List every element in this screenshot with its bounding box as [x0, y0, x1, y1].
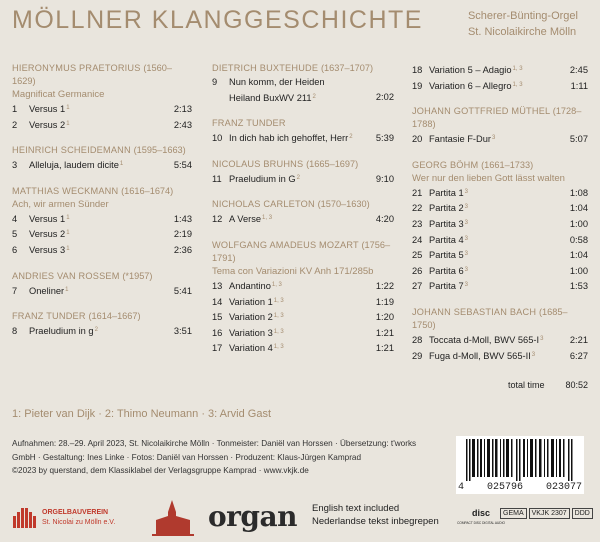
work-title: Tema con Variazioni KV Anh 171/285b [212, 265, 374, 277]
composer-name: NICHOLAS CARLETON (1570–1630) [212, 199, 370, 210]
subtitle-church: St. Nicolaikirche Mölln [467, 26, 577, 38]
ddd-code: DDD [572, 508, 593, 519]
barcode-number: 4 025796 023077 [458, 482, 582, 493]
tracklist-column-2 [212, 62, 394, 368]
tracklist-column-1 [12, 62, 192, 351]
track-row: 16 Variation 3$^{1, 3}$ 1:21 [212, 327, 394, 338]
track-row: 3 Alleluja, laudem dicite$^1$ 5:54 [12, 160, 192, 171]
track-row: 25 Partita $5^3$ 1:04 [412, 250, 588, 261]
composer-name: ANDRIES VAN ROSSEM (*1957) [12, 270, 153, 281]
composer-name: GEORG BÖHM (1661–1733) [412, 159, 534, 170]
track-row: 23 Partita $3^3$ 1:00 [412, 218, 588, 229]
work-title: Ach, wir armen Sünder [12, 198, 109, 210]
tracklist-column-3 [412, 62, 588, 375]
album-subtitle [468, 8, 578, 40]
composer-block [12, 62, 192, 132]
barcode-bars-icon [456, 436, 584, 482]
barcode [456, 436, 584, 494]
track-row: 4 Versus $1^1$ 1:43 [12, 213, 192, 224]
svg-text:disc: disc [471, 508, 491, 518]
track-row: 12 A Verse$^{1, 3}$ 4:20 [212, 214, 394, 225]
composer-name: FRANZ TUNDER [212, 118, 286, 129]
track-row: 24 Partita $4^3$ 0:58 [412, 234, 588, 245]
orgelbauverein-logo: ORGELBAUVEREIN St. Nicolai zu Mölln e.V. [12, 506, 115, 530]
track-row: 15 Variation 2$^{1, 3}$ 1:20 [212, 312, 394, 323]
composer-block [412, 62, 588, 93]
track-row: 1 Versus $1^1$ 2:13 [12, 104, 192, 114]
gema-code: GEMA [500, 508, 527, 519]
total-time-label: total time [508, 380, 545, 390]
composer-block [12, 144, 192, 173]
header [12, 6, 423, 35]
track-row: 20 Fantasie F-Dur$^3$ 5:07 [412, 134, 588, 145]
composer-name: WOLFGANG AMADEUS MOZART (1756–1791) [212, 239, 391, 263]
credits-line: ©2023 by querstand, dem Klassiklabel der Verlagsgruppe Kamprad · www.vkjk.de [12, 466, 309, 475]
track-row: 19 Variation 6 – Allegro$^{1, 3}$ 1:11 [412, 80, 588, 91]
credits-line: GmbH · Gestaltung: Ines Linke · Fotos: Daniël van Horssen · Produzent: Klaus-Jürgen Kamprad [12, 452, 362, 462]
track-row: 5 Versus $2^1$ 2:19 [12, 229, 192, 240]
composer-name: DIETRICH BUXTEHUDE (1637–1707) [212, 63, 374, 73]
track-row: 27 Partita $7^3$ 1:53 [412, 281, 588, 292]
track-row: 29 Fuga d-Moll, BWV $565-II^3$ 6:27 [412, 350, 588, 361]
composer-block [12, 270, 192, 299]
composer-name: JOHANN GOTTFRIED MÜTHEL (1728–1788) [412, 106, 582, 130]
track-row: 28 Toccata d-Moll, BWV $565-I^3$ 2:21 [412, 334, 588, 345]
composer-name: NICOLAUS BRUHNS (1665–1697) [212, 158, 359, 169]
work-title: Magnificat Germanice [12, 89, 105, 100]
track-row: 17 Variation 4$^{1, 3}$ 1:21 [212, 343, 394, 354]
organ-pipes-icon [12, 506, 38, 530]
track-row: 7 Oneliner$^1$ 5:41 [12, 285, 192, 296]
composer-block [212, 117, 394, 146]
composer-block [212, 198, 394, 227]
composer-block [12, 185, 192, 258]
svg-text:COMPACT DISC DIGITAL AUDIO: COMPACT DISC DIGITAL AUDIO [457, 521, 505, 525]
credits [12, 437, 442, 478]
track-row: 11 Praeludium in $G^2$ 9:10 [212, 173, 394, 184]
track-row: 21 Partita $1^3$ 1:08 [412, 187, 588, 198]
performers-legend: 1: Pieter van Dijk · 2: Thimo Neumann · 3: Arvid Gast [12, 408, 272, 420]
track-row: 26 Partita $6^3$ 1:00 [412, 265, 588, 276]
track-row: 13 Andantino$^{1, 3}$ 1:22 [212, 280, 394, 291]
composer-block [212, 62, 394, 105]
composer-block [412, 105, 588, 147]
album-title: MÖLLNER KLANGGESCHICHTE [12, 6, 423, 34]
composer-name: JOHANN SEBASTIAN BACH (1685–1750) [412, 306, 568, 330]
work-title: Wer nur den lieben Gott lässt walten [412, 172, 565, 184]
catalog-codes [500, 508, 595, 519]
composer-block [212, 158, 394, 187]
organ-label-logo: organ [208, 500, 298, 533]
composer-block [412, 306, 588, 363]
composer-block [212, 239, 394, 356]
track-row: 14 Variation 1$^{1, 3}$ 1:19 [212, 296, 394, 307]
track-row: 6 Versus $3^1$ 2:36 [12, 244, 192, 255]
subtitle-organ: Scherer-Bünting-Orgel [467, 10, 578, 22]
language-notice: English text included Nederlandse tekst inbegrepen [312, 503, 439, 527]
composer-name: HEINRICH SCHEIDEMANN (1595–1663) [12, 145, 186, 156]
track-row: 2 Versus $2^1$ 2:43 [12, 119, 192, 130]
credits-line: Aufnahmen: 28.–29. April 2023, St. Nicolaikirche Mölln · Tonmeister: Daniël van Horssen · Übersetzung: t'works [12, 439, 417, 448]
catalog-number: VKJK 2307 [529, 508, 570, 519]
composer-block [12, 310, 192, 339]
compact-disc-logo-icon [457, 506, 505, 528]
composer-name: FRANZ TUNDER (1614–1667) [12, 311, 141, 322]
track-row: 22 Partita $2^3$ 1:04 [412, 203, 588, 214]
composer-name: HIERONYMUS PRAETORIUS (1560–1629) [12, 63, 172, 86]
composer-block [412, 159, 588, 294]
track-row: 10 In dich hab ich gehoffet, Herr$^2$ 5:39 [212, 133, 394, 144]
track-row: 8 Praeludium in $g^2$ 3:51 [12, 326, 192, 337]
total-time-value: 80:52 [565, 380, 588, 390]
composer-name: MATTHIAS WECKMANN (1616–1674) [12, 185, 174, 196]
track-row: 18 Variation 5 – Adagio$^{1, 3}$ 2:45 [412, 65, 588, 75]
total-time [508, 380, 588, 390]
track-row: 9 Nun komm, der Heiden Heiland BuxWV $211^2$ 2:02 [212, 77, 394, 103]
church-logo-icon [152, 500, 194, 536]
